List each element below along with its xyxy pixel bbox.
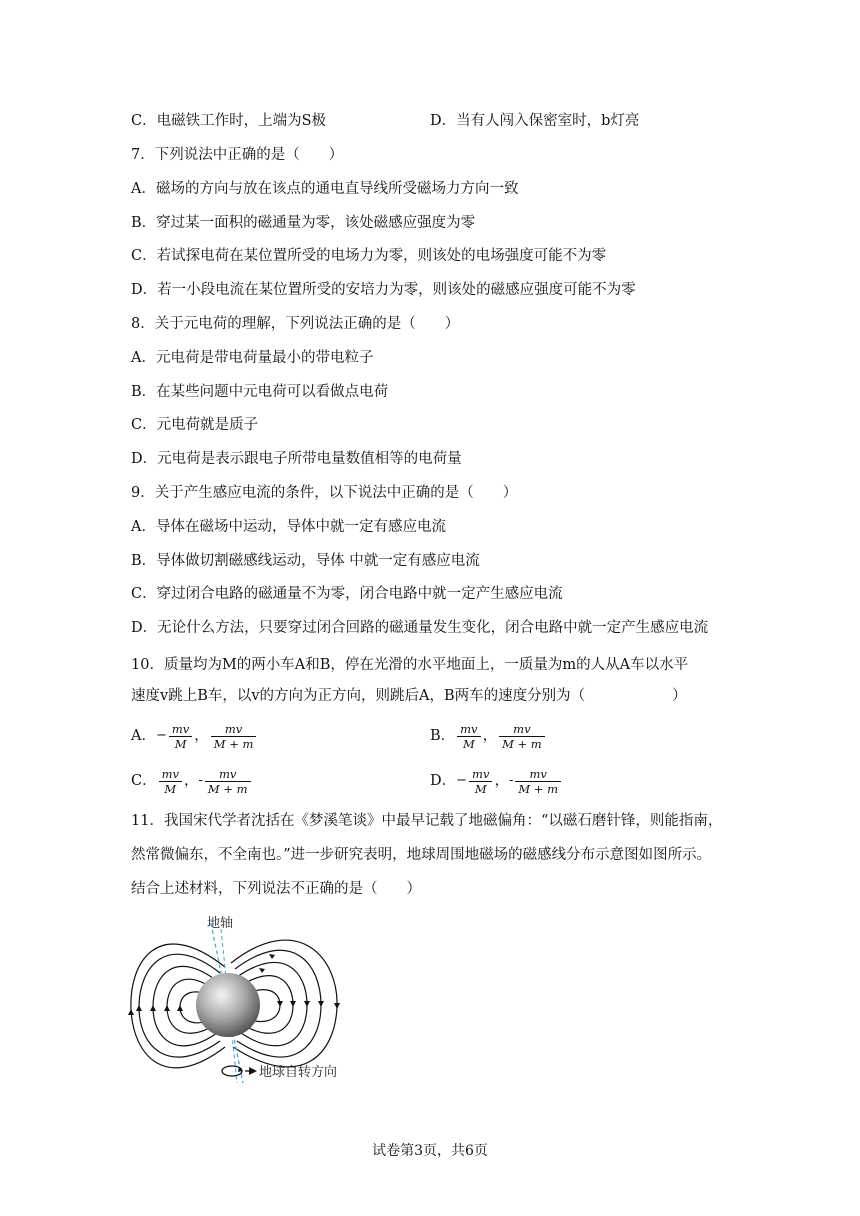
q7-option-d: D．若一小段电流在某位置所受的安培力为零，则该处的磁感应强度可能不为零 (131, 282, 636, 298)
denominator: M + m (211, 736, 257, 751)
q11-line3: 结合上述材料，下列说法不正确的是（ ） (131, 881, 421, 897)
q8-stem: 8．关于元电荷的理解，下列说法正确的是（ ） (131, 316, 460, 332)
q10-option-b-label: B． (430, 728, 456, 744)
q10-option-c (131, 763, 253, 799)
numerator: mv (171, 721, 190, 736)
q7-option-b: B．穿过某一面积的磁通量为零，该处磁感应强度为零 (131, 215, 476, 231)
q8-option-b: B．在某些问题中元电荷可以看做点电荷 (131, 384, 389, 400)
fraction-mv-over-M-plus-m (499, 722, 545, 751)
fraction-mv-over-M-plus-m (211, 722, 257, 751)
comma: ， (194, 728, 209, 744)
q11-line2: 然常微偏东，不全南也。”进一步研究表明，地球周围地磁场的磁感线分布示意图如图所示。 (131, 847, 712, 863)
prev-option-d: D．当有人闯入保密室时，b灯亮 (430, 113, 640, 129)
numerator: mv (161, 766, 180, 781)
q10-option-d-label: D． (430, 773, 457, 789)
denominator: M (159, 781, 182, 796)
q10-stem-line2: 速度v跳上B车，以v的方向为正方向，则跳后A，B两车的速度分别为（ ） (131, 688, 687, 704)
prev-option-c: C．电磁铁工作时，上端为S极 (131, 113, 327, 129)
dash-sign: - (198, 773, 203, 788)
earth-sphere (196, 973, 260, 1037)
fraction-mv-over-M (457, 722, 480, 751)
geomagnetic-field-figure (125, 905, 350, 1085)
fraction-mv-over-M-plus-m (515, 767, 561, 796)
denominator: M (469, 781, 492, 796)
q8-option-d: D．元电荷是表示跟电子所带电量数值相等的电荷量 (131, 451, 462, 467)
numerator: mv (472, 766, 490, 781)
q7-option-a: A．磁场的方向与放在该点的通电直导线所受磁场力方向一致 (131, 181, 519, 197)
q10-option-c-label: C． (131, 773, 157, 789)
q9-option-c: C．穿过闭合电路的磁通量不为零，闭合电路中就一定产生感应电流 (131, 586, 563, 602)
denominator: M (457, 736, 480, 751)
denominator: M + m (205, 781, 251, 796)
denominator: M + m (515, 781, 561, 796)
numerator: mv (513, 721, 531, 736)
rotation-direction-label: 地球自转方向 (259, 1065, 338, 1080)
q7-option-c: C．若试探电荷在某位置所受的电场力为零，则该处的电场强度可能不为零 (131, 248, 607, 264)
q8-option-c: C．元电荷就是质子 (131, 417, 259, 433)
q10-option-b (430, 718, 547, 754)
q10-option-a-label: A． (131, 728, 156, 744)
q8-option-a: A．元电荷是带电荷量最小的带电粒子 (131, 350, 374, 366)
q9-option-a: A．导体在磁场中运动，导体中就一定有感应电流 (131, 519, 446, 535)
q10-option-d (430, 763, 563, 799)
earth-axis-label: 地轴 (207, 916, 234, 931)
numerator: mv (529, 766, 547, 781)
fraction-mv-over-M-plus-m (205, 767, 251, 796)
minus-sign: − (456, 773, 468, 788)
q7-stem: 7．下列说法中正确的是（ ） (131, 147, 344, 163)
comma: ， (494, 773, 509, 789)
fraction-mv-over-M (169, 722, 192, 751)
numerator: mv (460, 721, 478, 736)
q10-stem-line1: 10．质量均为M的两小车A和B，停在光滑的水平地面上，一质量为m的人从A车以水平 (131, 657, 689, 673)
comma: ， (482, 728, 498, 744)
minus-sign: − (155, 728, 167, 743)
q11-line1: 11．我国宋代学者沈括在《梦溪笔谈》中最早记载了地磁偏角：“以磁石磨针锋，则能指南， (131, 813, 723, 829)
denominator: M (169, 736, 192, 751)
q10-option-a (131, 718, 258, 754)
dash-sign: - (508, 773, 514, 788)
q9-stem: 9．关于产生感应电流的条件，以下说法中正确的是（ ） (131, 485, 518, 501)
numerator: mv (219, 766, 237, 781)
page-footer: 试卷第3页，共6页 (372, 1143, 488, 1159)
q9-option-d: D．无论什么方法，只要穿过闭合回路的磁通量发生变化，闭合电路中就一定产生感应电流 (131, 620, 709, 636)
numerator: mv (224, 721, 243, 736)
comma: ， (184, 773, 199, 789)
fraction-mv-over-M (159, 767, 182, 796)
denominator: M + m (499, 736, 545, 751)
fraction-mv-over-M (469, 767, 492, 796)
q9-option-b: B．导体做切割磁感线运动，导体 中就一定有感应电流 (131, 553, 480, 569)
